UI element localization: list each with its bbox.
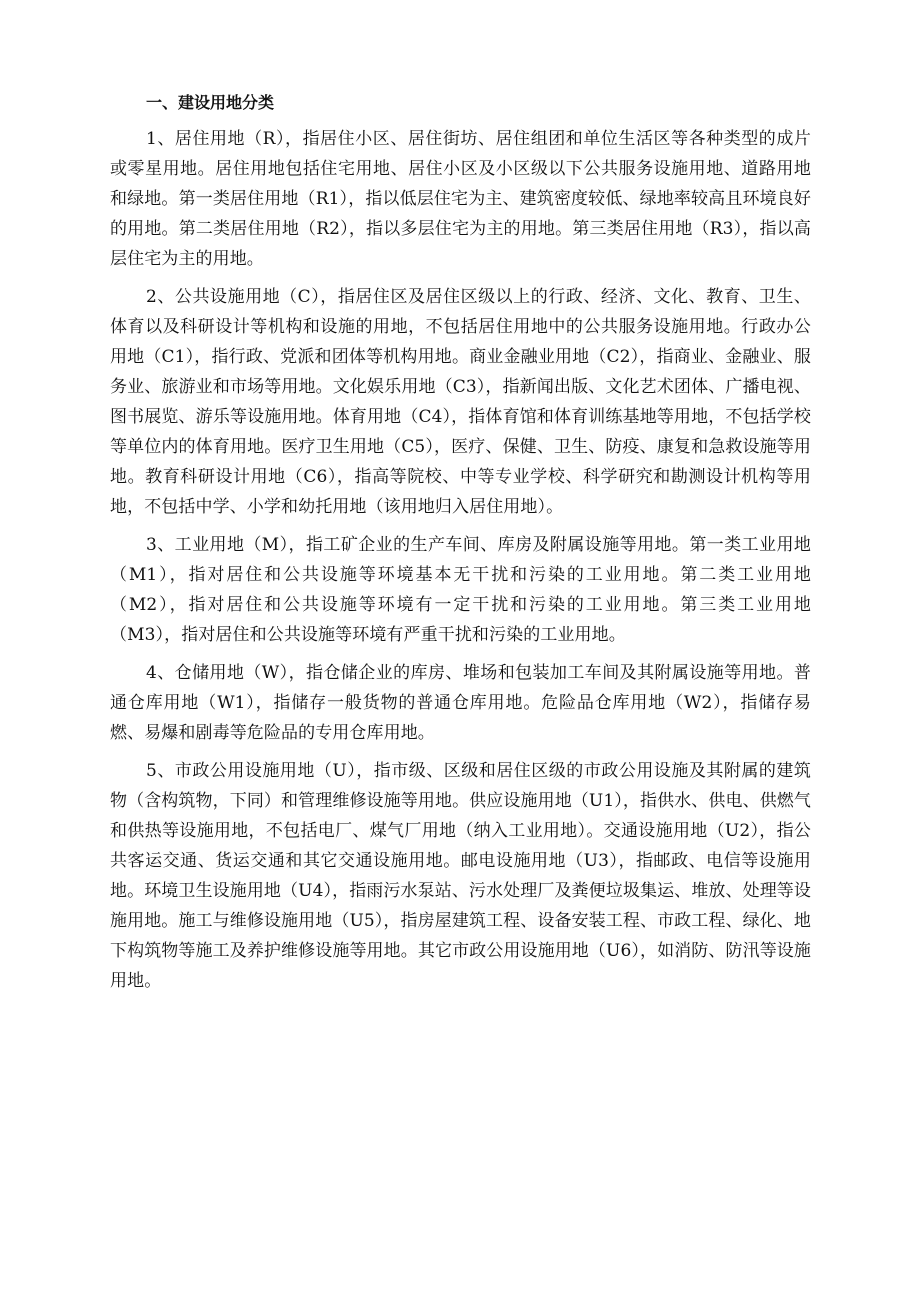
section-heading: 一、建设用地分类 xyxy=(146,93,275,112)
document-body xyxy=(110,89,811,1004)
paragraph-public-facilities-land: 2、公共设施用地（C），指居住区及居住区级以上的行政、经济、文化、教育、卫生、体育以及科研设计等机构和设施的用地，不包括居住用地中的公共服务设施用地。行政办公用地（C1），指行政、党派和团体等机构用地。商业金融业用地（C2），指商业、金融业、服务业、旅游业和市场等用地。文化娱乐用地（C3），指新闻出版、文化艺术团体、广播电视、图书展览、游乐等设施用地。体育用地（C4），指体育馆和体育训练基地等用地，不包括学校等单位内的体育用地。医疗卫生用地（C5），医疗、保健、卫生、防疫、康复和急救设施等用地。教育科研设计用地（C6），指高等院校、中等专业学校、科学研究和勘测设计机构等用地，不包括中学、小学和幼托用地（该用地归入居住用地）。 xyxy=(110,287,811,517)
paragraph-industrial-land: 3、工业用地（M），指工矿企业的生产车间、库房及附属设施等用地。第一类工业用地（M1），指对居住和公共设施等环境基本无干扰和污染的工业用地。第二类工业用地（M2），指对居住和公共设施等环境有一定干扰和污染的工业用地。第三类工业用地（M3），指对居住和公共设施等环境有严重干扰和污染的工业用地。 xyxy=(110,535,811,645)
paragraph-warehouse-land: 4、仓储用地（W），指仓储企业的库房、堆场和包装加工车间及其附属设施等用地。普通仓库用地（W1），指储存一般货物的普通仓库用地。危险品仓库用地（W2），指储存易燃、易爆和剧毒等危险品的专用仓库用地。 xyxy=(110,663,811,743)
paragraph-residential-land: 1、居住用地（R），指居住小区、居住街坊、居住组团和单位生活区等各种类型的成片或零星用地。居住用地包括住宅用地、居住小区及小区级以下公共服务设施用地、道路用地和绿地。第一类居住用地（R1），指以低层住宅为主、建筑密度较低、绿地率较高且环境良好的用地。第二类居住用地（R2），指以多层住宅为主的用地。第三类居住用地（R3），指以高层住宅为主的用地。 xyxy=(110,129,811,269)
paragraph-municipal-utilities-land: 5、市政公用设施用地（U），指市级、区级和居住区级的市政公用设施及其附属的建筑物（含构筑物，下同）和管理维修设施等用地。供应设施用地（U1），指供水、供电、供燃气和供热等设施用地，不包括电厂、煤气厂用地（纳入工业用地）。交通设施用地（U2），指公共客运交通、货运交通和其它交通设施用地。邮电设施用地（U3），指邮政、电信等设施用地。环境卫生设施用地（U4），指雨污水泵站、污水处理厂及粪便垃圾集运、堆放、处理等设施用地。施工与维修设施用地（U5），指房屋建筑工程、设备安装工程、市政工程、绿化、地下构筑物等施工及养护维修设施等用地。其它市政公用设施用地（U6），如消防、防汛等设施用地。 xyxy=(110,761,811,991)
